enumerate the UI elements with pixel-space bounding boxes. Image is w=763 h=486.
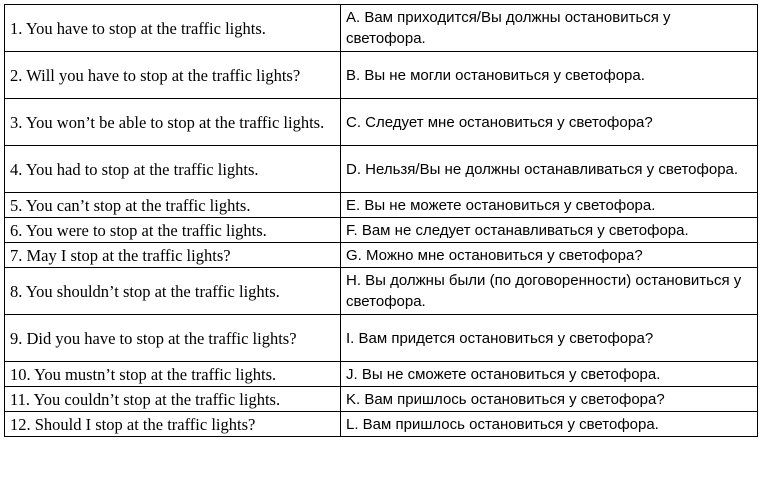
russian-translation: D. Нельзя/Вы не должны останавливаться у светофора. <box>341 146 758 193</box>
russian-translation: H. Вы должны были (по договоренности) остановиться у светофора. <box>341 268 758 315</box>
table-row <box>5 243 758 268</box>
table-row <box>5 146 758 193</box>
russian-translation: C. Следует мне остановиться у светофора? <box>341 99 758 146</box>
russian-translation: F. Вам не следует останавливаться у светофора. <box>341 218 758 243</box>
english-sentence: 7. May I stop at the traffic lights? <box>5 243 341 268</box>
english-sentence: 8. You shouldn’t stop at the traffic lights. <box>5 268 341 315</box>
english-sentence: 6. You were to stop at the traffic lights. <box>5 218 341 243</box>
english-sentence: 5. You can’t stop at the traffic lights. <box>5 193 341 218</box>
russian-translation: L. Вам пришлось остановиться у светофора. <box>341 412 758 437</box>
russian-translation: A. Вам приходится/Вы должны остановиться у светофора. <box>341 5 758 52</box>
english-sentence: 4. You had to stop at the traffic lights. <box>5 146 341 193</box>
table-row <box>5 268 758 315</box>
english-sentence: 11. You couldn’t stop at the traffic lights. <box>5 387 341 412</box>
table-row <box>5 218 758 243</box>
table-row <box>5 412 758 437</box>
table-row <box>5 362 758 387</box>
table-row <box>5 52 758 99</box>
english-sentence: 3. You won’t be able to stop at the traffic lights. <box>5 99 341 146</box>
english-sentence: 2. Will you have to stop at the traffic lights? <box>5 52 341 99</box>
matching-exercise <box>4 4 758 437</box>
russian-translation: J. Вы не сможете остановиться у светофора. <box>341 362 758 387</box>
matching-table <box>4 4 758 437</box>
table-row <box>5 99 758 146</box>
table-row <box>5 5 758 52</box>
english-sentence: 1. You have to stop at the traffic lights. <box>5 5 341 52</box>
english-sentence: 9. Did you have to stop at the traffic lights? <box>5 315 341 362</box>
table-row <box>5 193 758 218</box>
english-sentence: 12. Should I stop at the traffic lights? <box>5 412 341 437</box>
russian-translation: G. Можно мне остановиться у светофора? <box>341 243 758 268</box>
table-row <box>5 315 758 362</box>
russian-translation: K. Вам пришлось остановиться у светофора? <box>341 387 758 412</box>
russian-translation: I. Вам придется остановиться у светофора? <box>341 315 758 362</box>
table-row <box>5 387 758 412</box>
russian-translation: E. Вы не можете остановиться у светофора. <box>341 193 758 218</box>
english-sentence: 10. You mustn’t stop at the traffic lights. <box>5 362 341 387</box>
russian-translation: B. Вы не могли остановиться у светофора. <box>341 52 758 99</box>
